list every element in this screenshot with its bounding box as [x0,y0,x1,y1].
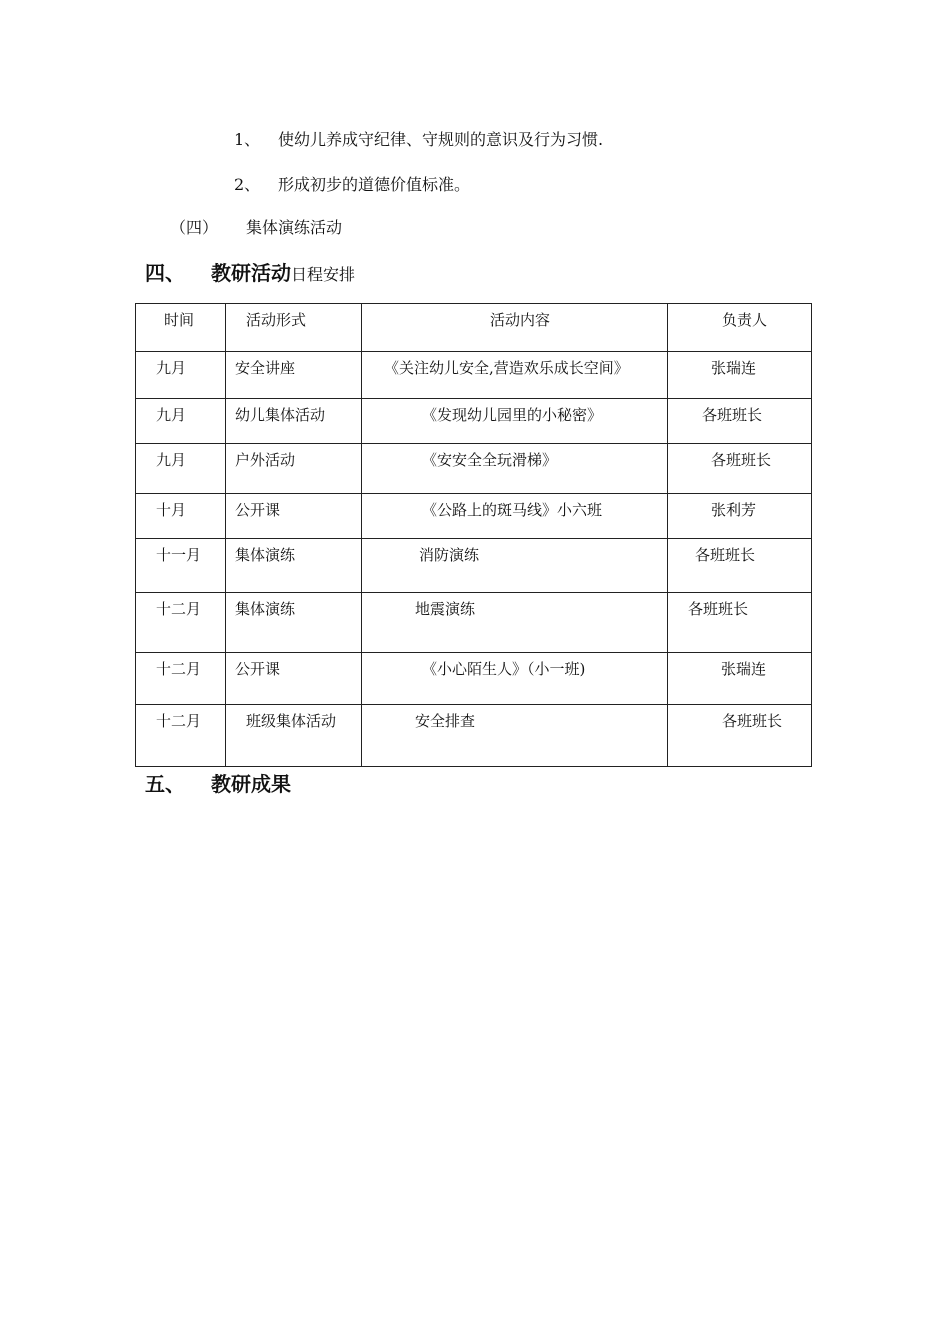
sub-heading-number: （四） [170,218,219,237]
cell-time: 十二月 [136,593,226,653]
schedule-table [135,303,812,767]
cell-form: 班级集体活动 [226,705,362,767]
list-item-2 [234,172,470,195]
header-form: 活动形式 [226,304,362,352]
cell-time: 十月 [136,494,226,539]
list-item-text: 使幼儿养成守纪律、守规则的意识及行为习惯. [278,130,604,149]
cell-time: 十一月 [136,539,226,593]
cell-content: 消防演练 [362,539,668,593]
cell-form: 幼儿集体活动 [226,399,362,444]
table-row [136,399,812,444]
cell-form: 公开课 [226,494,362,539]
section-5-heading [145,768,291,797]
cell-owner: 各班班长 [668,593,812,653]
cell-form: 公开课 [226,653,362,705]
header-content: 活动内容 [362,304,668,352]
section-4-subtitle: 日程安排 [291,265,356,284]
sub-heading [170,215,342,238]
table-row [136,352,812,399]
cell-form: 户外活动 [226,444,362,494]
cell-form: 集体演练 [226,539,362,593]
list-item-number: 2、 [234,175,261,194]
cell-time: 九月 [136,399,226,444]
header-time: 时间 [136,304,226,352]
cell-form: 集体演练 [226,593,362,653]
cell-owner: 各班班长 [668,539,812,593]
sub-heading-text: 集体演练活动 [246,218,343,237]
cell-owner: 张利芳 [668,494,812,539]
cell-content: 《发现幼儿园里的小秘密》 [362,399,668,444]
table-row [136,539,812,593]
cell-form: 安全讲座 [226,352,362,399]
cell-owner: 张瑞连 [668,352,812,399]
cell-owner: 各班班长 [668,705,812,767]
list-item-text: 形成初步的道德价值标准。 [278,175,471,194]
cell-owner: 各班班长 [668,444,812,494]
section-4-title: 教研活动 [211,261,291,285]
cell-content: 安全排查 [362,705,668,767]
header-owner: 负责人 [668,304,812,352]
section-4-number: 四、 [145,261,185,285]
cell-time: 九月 [136,352,226,399]
cell-owner: 张瑞连 [668,653,812,705]
cell-content: 《安安全全玩滑梯》 [362,444,668,494]
list-item-number: 1、 [234,130,261,149]
cell-owner: 各班班长 [668,399,812,444]
section-5-number: 五、 [145,772,185,796]
table-row [136,494,812,539]
cell-content: 《公路上的斑马线》小六班 [362,494,668,539]
list-item-1 [234,127,603,150]
cell-time: 十二月 [136,653,226,705]
table-row [136,593,812,653]
table-header-row [136,304,812,352]
cell-content: 《小心陌生人》（小一班) [362,653,668,705]
table-row [136,705,812,767]
cell-content: 《关注幼儿安全,营造欢乐成长空间》 [362,352,668,399]
cell-time: 十二月 [136,705,226,767]
section-4-heading [145,257,355,286]
cell-content: 地震演练 [362,593,668,653]
cell-time: 九月 [136,444,226,494]
section-5-title: 教研成果 [211,772,291,796]
table-row [136,444,812,494]
table-row [136,653,812,705]
